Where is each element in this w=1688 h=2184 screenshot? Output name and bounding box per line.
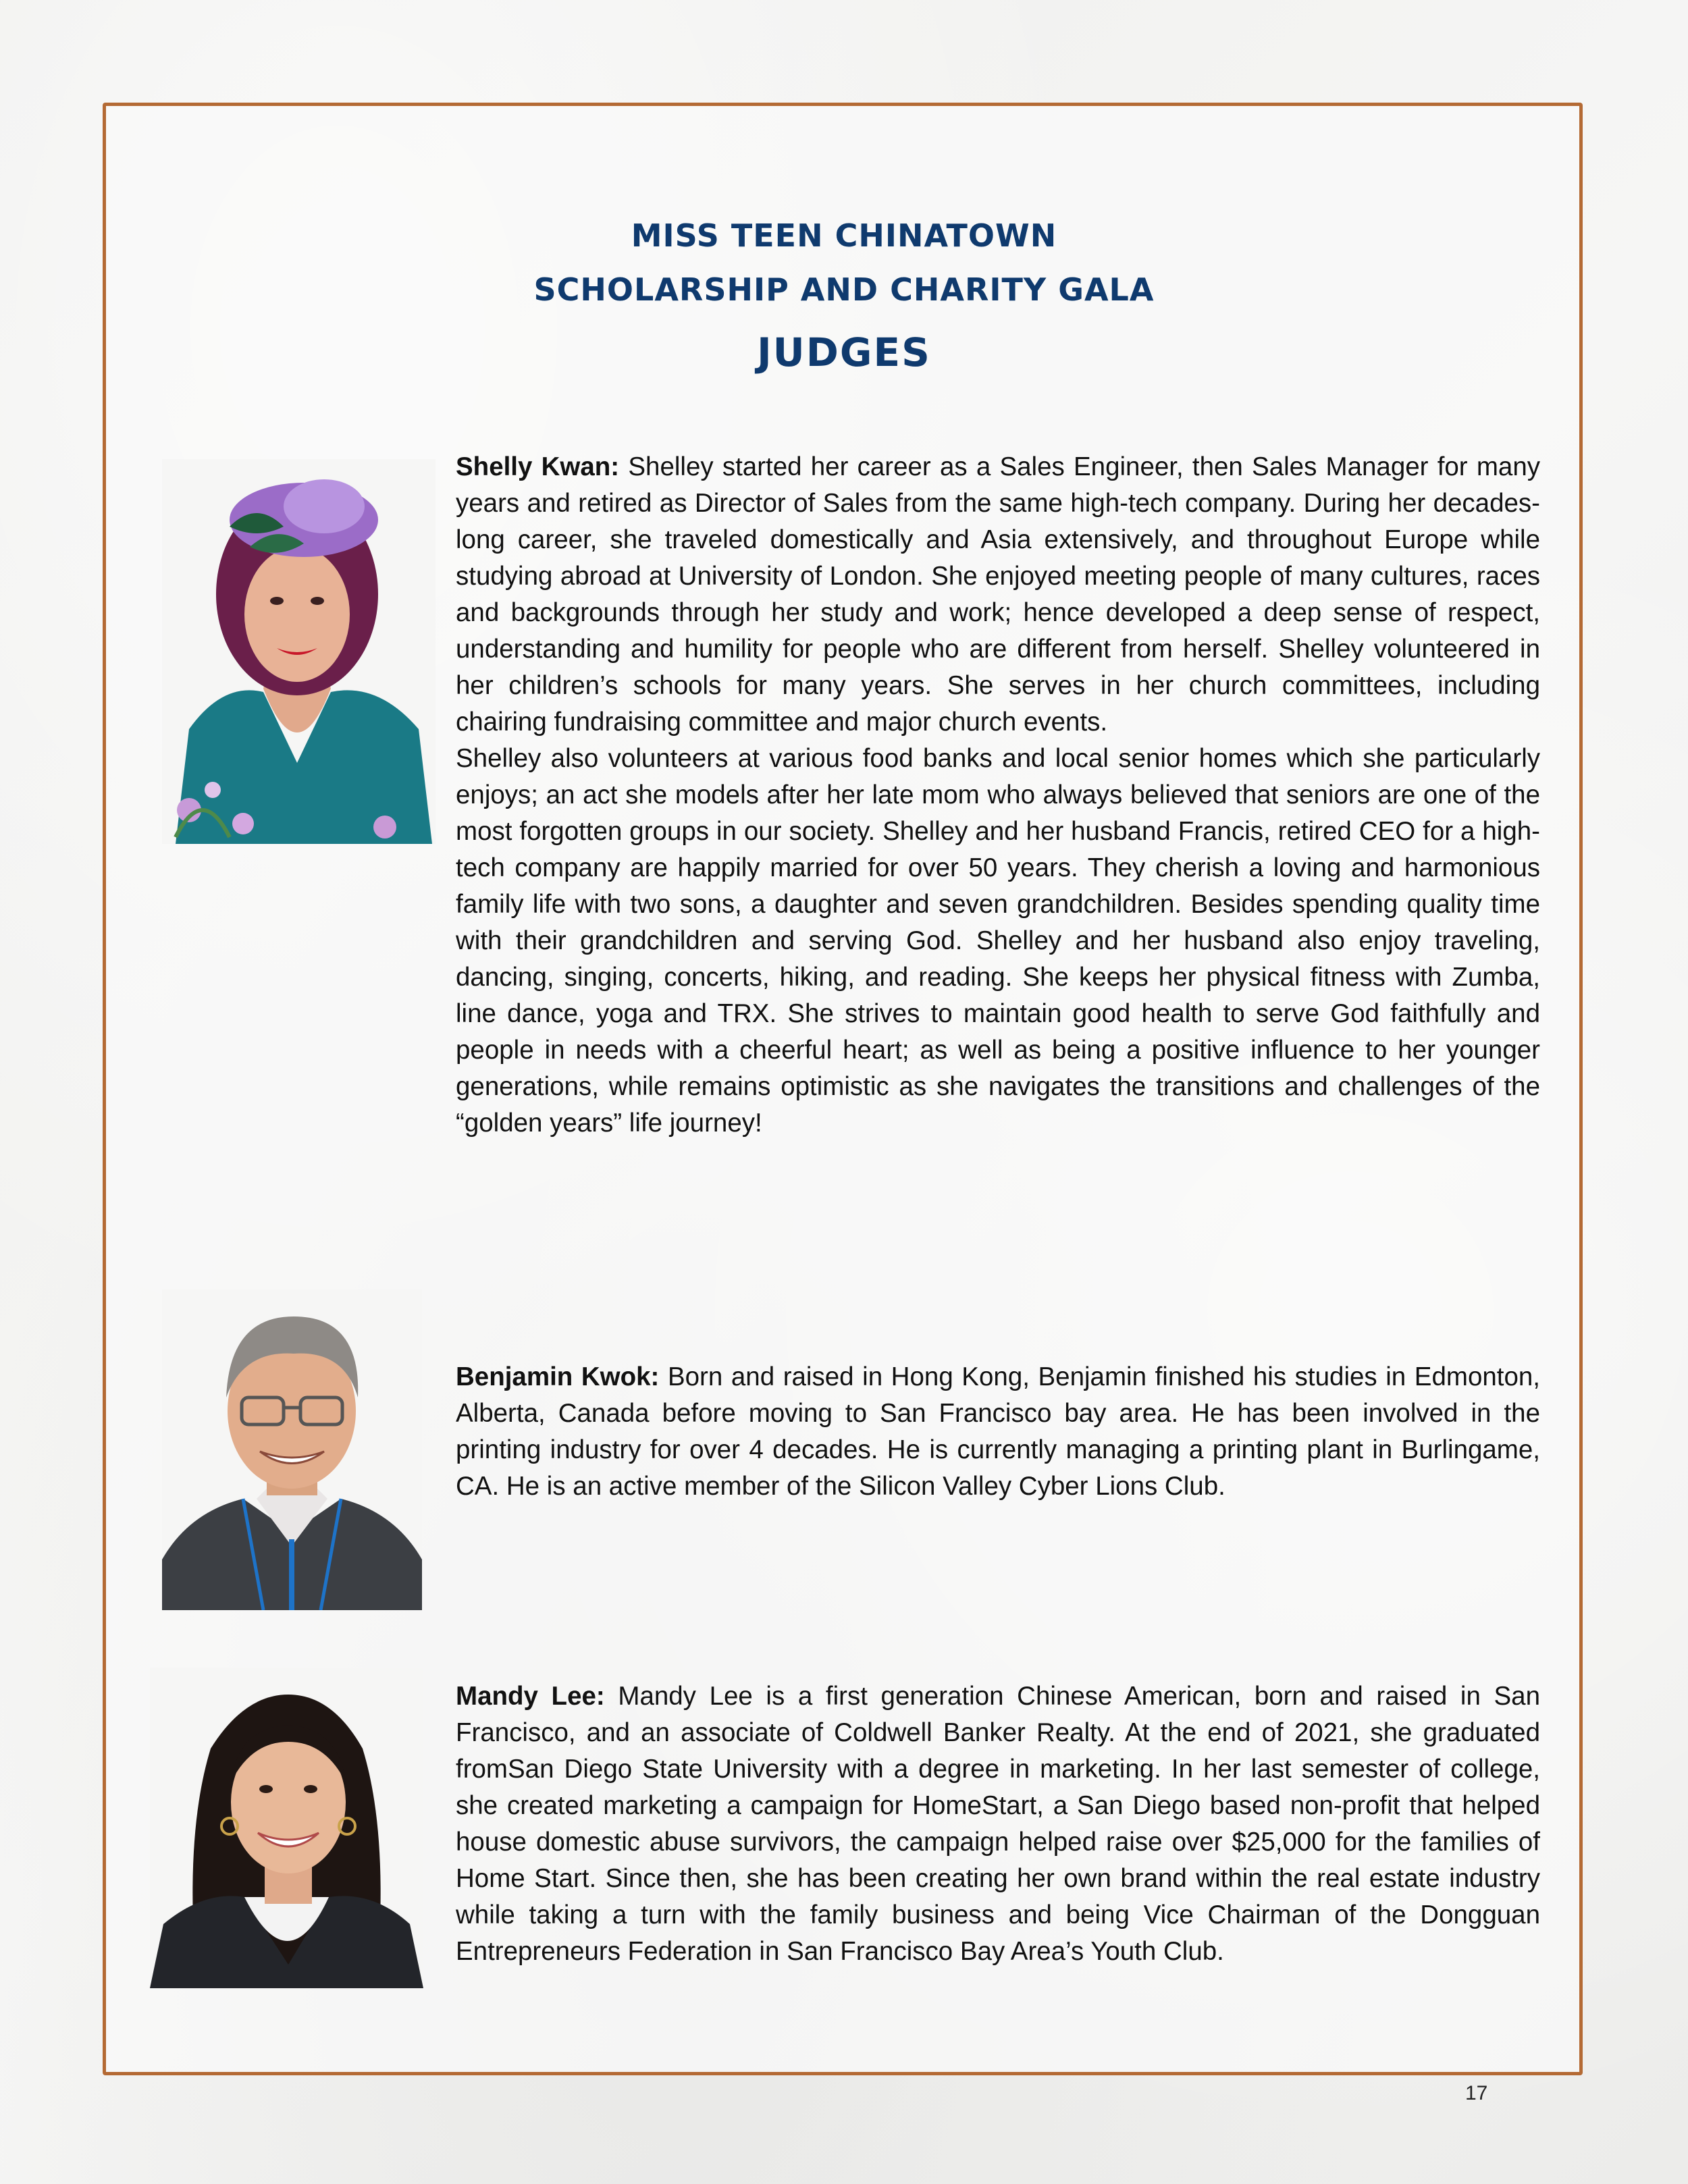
judge-bio-benjamin-kwok xyxy=(456,1359,1540,1505)
judge-name: Mandy Lee: xyxy=(456,1682,605,1711)
judge-name: Benjamin Kwok: xyxy=(456,1362,660,1391)
title-judges: JUDGES xyxy=(757,329,931,375)
judge-photo-benjamin-kwok xyxy=(162,1289,422,1610)
bio-paragraph xyxy=(456,449,1540,741)
judge-name: Shelly Kwan: xyxy=(456,452,620,481)
bio-paragraph xyxy=(456,1678,1540,1970)
bio-text: Born and raised in Hong Kong, Benjamin finished his studies in Edmonton, Alberta, Canada before moving to San Francisco bay area. He has been involved in the printing industry for over 4 decades. He is currently managing a printing plant in Burlingame, CA. He is an active member of the Silicon Valley Cyber Lions Club. xyxy=(456,1362,1540,1501)
page-number: 17 xyxy=(1465,2082,1488,2104)
judge-photo-mandy-lee xyxy=(150,1668,423,1988)
bio-text: Mandy Lee is a first generation Chinese American, born and raised in San Francisco, and an associate of Coldwell Banker Realty. At the end of 2021, she graduated fromSan Diego State University with a degree in marketing. In her last semester of college, she created marketing a campaign for HomeStart, a San Diego based non-profit that helped house domestic abuse survivors, the campaign helped raise over $25,000 for the families of Home Start. Since then, she has been creating her own brand within the real estate industry while taking a turn with the family business and being Vice Chairman of the Dongguan Entrepreneurs Federation in San Francisco Bay Area’s Youth Club. xyxy=(456,1682,1540,1966)
bio-paragraph: Shelley also volunteers at various food banks and local senior homes which she particularly enjoys; an act she models after her late mom who always believed that seniors are one of the most forgotten groups in our society. Shelley and her husband Francis, retired CEO for a high-tech company are happily married for over 50 years. They cherish a loving and harmonious family life with two sons, a daughter and seven grandchildren. Besides spending quality time with their grandchildren and serving God. Shelley and her husband also enjoy traveling, dancing, singing, concerts, hiking, and reading. She keeps her physical fitness with Zumba, line dance, yoga and TRX. She strives to maintain good health to serve God faithfully and people in needs with a cheerful heart; as well as being a positive influence to her younger generations, while remains optimistic as she navigates the transitions and challenges of the “golden years” life journey! xyxy=(456,744,1540,1138)
title-line-1: MISS TEEN CHINATOWN xyxy=(631,217,1057,254)
judge-bio-mandy-lee xyxy=(456,1678,1540,1970)
bio-paragraph xyxy=(456,1359,1540,1505)
title-line-2: SCHOLARSHIP AND CHARITY GALA xyxy=(533,271,1155,308)
judge-bio-shelly-kwan xyxy=(456,449,1540,1142)
judge-photo-shelly-kwan xyxy=(162,459,436,844)
bio-text: Shelley started her career as a Sales Engineer, then Sales Manager for many years and retired as Director of Sales from the same high-tech company. During her decades-long career, she traveled domestically and Asia extensively, and throughout Europe while studying abroad at University of London. She enjoyed meeting people of many cultures, races and backgrounds through her study and work; hence developed a deep sense of respect, understanding and humility for people who are different from herself. Shelley volunteered in her children’s schools for many years. She serves in her church committees, including chairing fundraising committee and major church events. xyxy=(456,452,1540,737)
